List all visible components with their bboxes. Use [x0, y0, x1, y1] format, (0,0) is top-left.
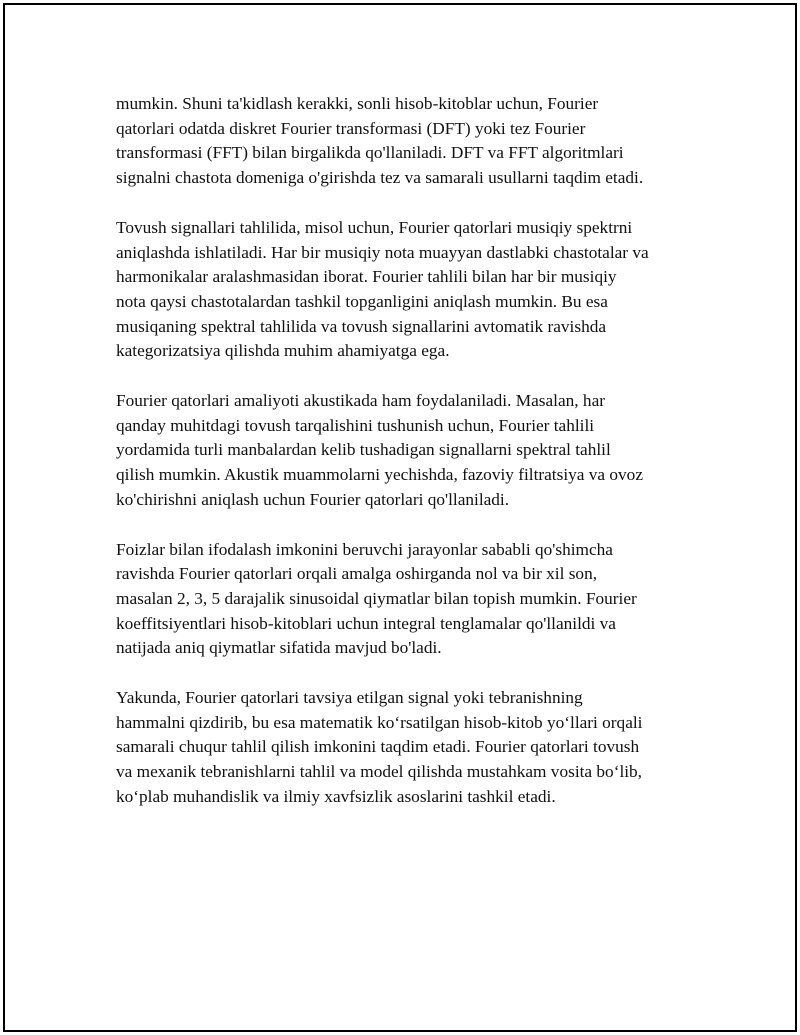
text-line: aniqlashda ishlatiladi. Har bir musiqiy nota muayyan dastlabki chastotalar va	[116, 242, 649, 262]
text-line: kategorizatsiya qilishda muhim ahamiyatga ega.	[116, 341, 450, 361]
text-line: hammalni qizdirib, bu esa matematik ko‘rsatilgan hisob-kitob yo‘llari orqali	[116, 712, 643, 732]
paragraph-1	[116, 92, 696, 191]
text-line: harmonikalar aralashmasidan iborat. Fourier tahlili bilan har bir musiqiy	[116, 267, 617, 287]
text-line: Foizlar bilan ifodalash imkonini beruvchi jarayonlar sababli qo'shimcha	[116, 539, 613, 559]
paragraph-4	[116, 538, 696, 662]
text-line: transformasi (FFT) bilan birgalikda qo'llaniladi. DFT va FFT algoritmlari	[116, 143, 624, 163]
text-line: Tovush signallari tahlilida, misol uchun, Fourier qatorlari musiqiy spektrni	[116, 217, 633, 237]
text-line: ko‘plab muhandislik va ilmiy xavfsizlik asoslarini tashkil etadi.	[116, 786, 556, 806]
paragraph-3	[116, 389, 696, 513]
text-line: ravishda Fourier qatorlari orqali amalga oshirganda nol va bir xil son,	[116, 564, 598, 584]
text-line: musiqaning spektral tahlilida va tovush signallarini avtomatik ravishda	[116, 316, 607, 336]
text-line: natijada aniq qiymatlar sifatida mavjud bo'ladi.	[116, 638, 442, 658]
text-line: Yakunda, Fourier qatorlari tavsiya etilgan signal yoki tebranishning	[116, 688, 583, 708]
text-line: samarali chuqur tahlil qilish imkonini taqdim etadi. Fourier qatorlari tovush	[116, 737, 640, 757]
text-line: qatorlari odatda diskret Fourier transformasi (DFT) yoki tez Fourier	[116, 118, 586, 138]
text-line: masalan 2, 3, 5 darajalik sinusoidal qiymatlar bilan topish mumkin. Fourier	[116, 588, 637, 608]
text-line: Fourier qatorlari amaliyoti akustikada ham foydalaniladi. Masalan, har	[116, 391, 605, 411]
text-line: mumkin. Shuni ta'kidlash kerakki, sonli hisob-kitoblar uchun, Fourier	[116, 94, 599, 113]
document-body	[116, 92, 696, 835]
text-line: nota qaysi chastotalardan tashkil topganligini aniqlash mumkin. Bu esa	[116, 291, 608, 311]
text-line: qanday muhitdagi tovush tarqalishini tushunish uchun, Fourier tahlili	[116, 415, 595, 435]
text-line: va mexanik tebranishlarni tahlil va model qilishda mustahkam vosita bo‘lib,	[116, 762, 643, 782]
text-line: koeffitsiyentlari hisob-kitoblari uchun integral tenglamalar qo'llanildi va	[116, 613, 616, 633]
text-line: yordamida turli manbalardan kelib tushadigan signallarni spektral tahlil	[116, 440, 611, 460]
text-line: ko'chirishni aniqlash uchun Fourier qatorlari qo'llaniladi.	[116, 489, 510, 509]
paragraph-5	[116, 686, 696, 810]
text-line: qilish mumkin. Akustik muammolarni yechishda, fazoviy filtratsiya va ovoz	[116, 465, 643, 485]
paragraph-2	[116, 216, 696, 364]
text-line: signalni chastota domeniga o'girishda tez va samarali usullarni taqdim etadi.	[116, 168, 644, 188]
